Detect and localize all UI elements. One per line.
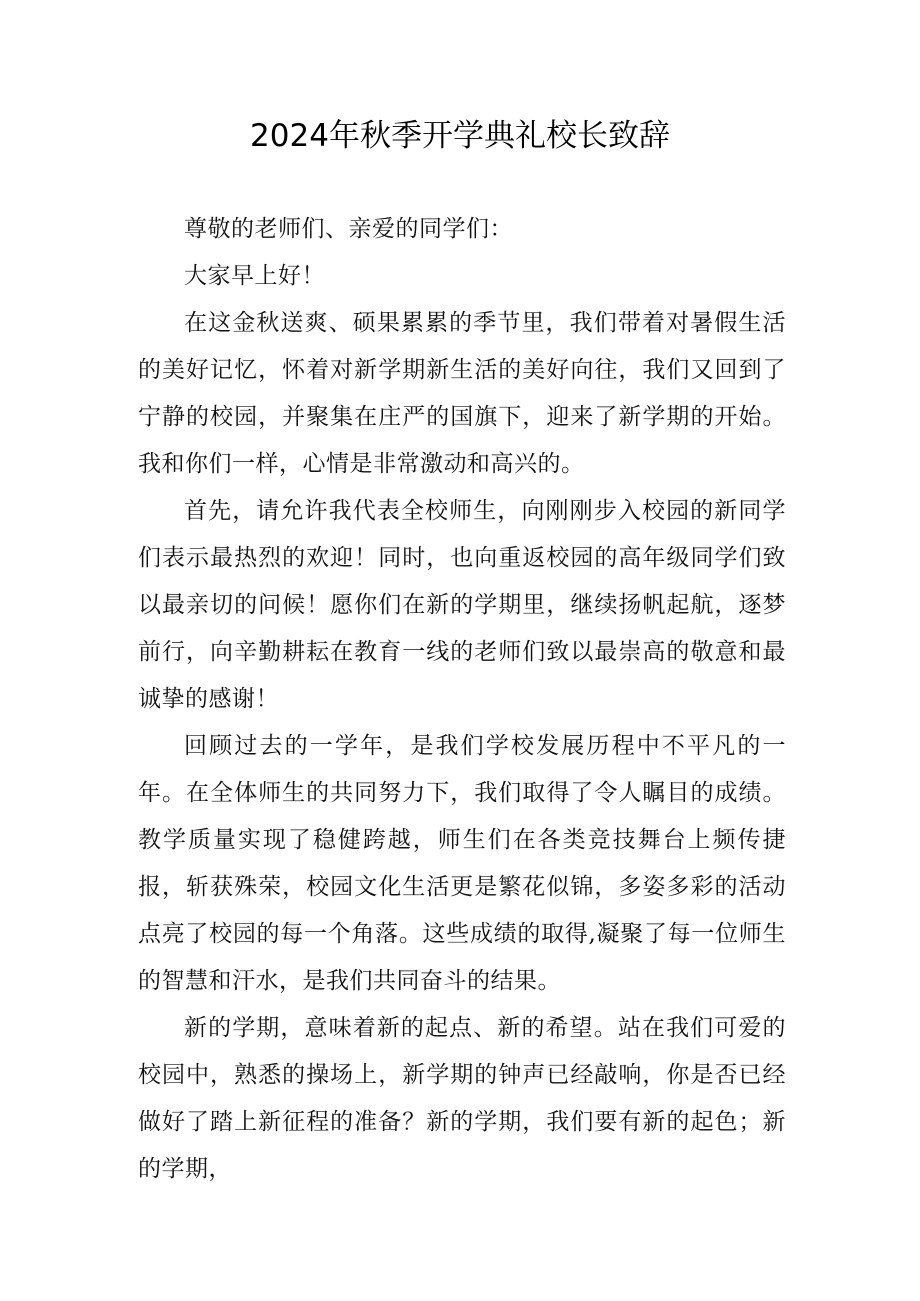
document-title: 2024年秋季开学典礼校长致辞 — [250, 118, 670, 154]
salutation: 尊敬的老师们、亲爱的同学们： — [184, 216, 513, 242]
paragraph-welcome: 首先，请允许我代表全校师生，向刚刚步入校园的新同学们表示最热烈的欢迎！同时，也向重返校园的高年级同学们致以最亲切的问候！愿你们在新的学期里，继续扬帆起航，逐梦前行，向辛勤耕耘在教育一线的老师们致以最崇高的敬意和最诚挚的感谢！ — [138, 498, 786, 712]
greeting: 大家早上好！ — [184, 263, 325, 289]
document-body — [138, 206, 786, 1193]
paragraph-review: 回顾过去的一学年，是我们学校发展历程中不平凡的一年。在全体师生的共同努力下，我们取得了令人瞩目的成绩。教学质量实现了稳健跨越，师生们在各类竞技舞台上频传捷报，斩获殊荣，校园文化生活更是繁花似锦，多姿多彩的活动点亮了校园的每一个角落。这些成绩的取得,凝聚了每一位师生的智慧和汗水，是我们共同奋斗的结果。 — [138, 733, 786, 994]
paragraph-opening: 在这金秋送爽、硕果累累的季节里，我们带着对暑假生活的美好记忆，怀着对新学期新生活的美好向往，我们又回到了宁静的校园，并聚集在庄严的国旗下，迎来了新学期的开始。我和你们一样，心情是非常激动和高兴的。 — [138, 310, 786, 477]
paragraph-new-semester: 新的学期，意味着新的起点、新的希望。站在我们可爱的校园中，熟悉的操场上，新学期的钟声已经敲响，你是否已经做好了踏上新征程的准备？新的学期，我们要有新的起色；新的学期， — [138, 1015, 786, 1182]
